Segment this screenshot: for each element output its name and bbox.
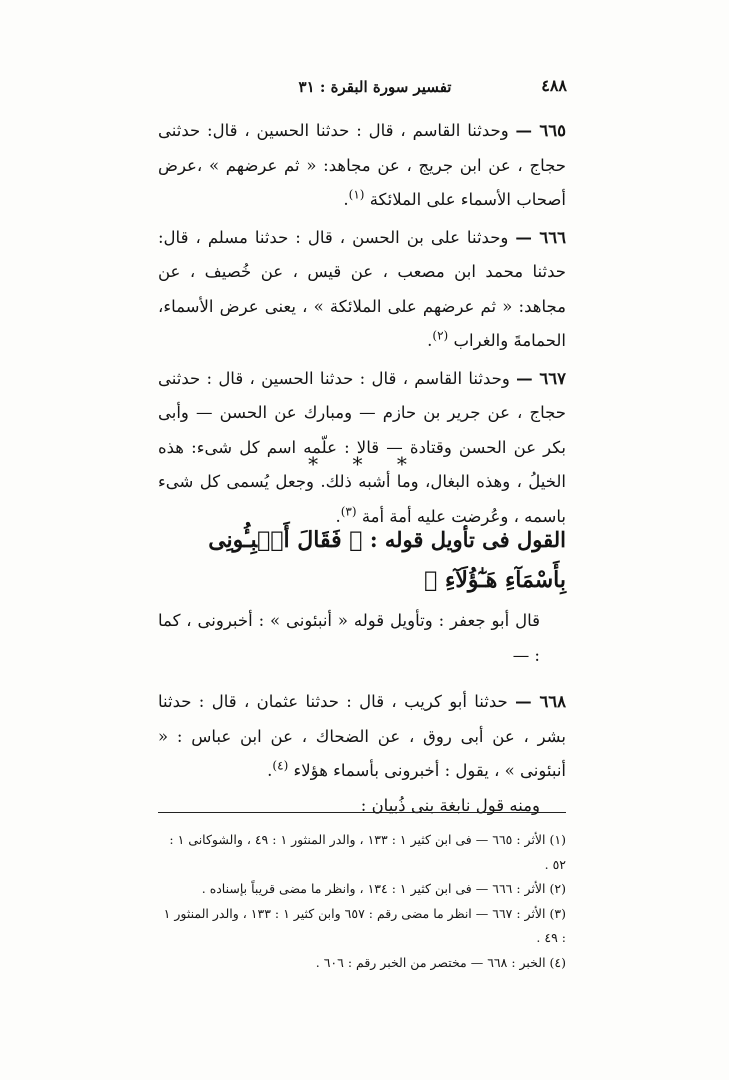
- hadith-end: .: [267, 761, 273, 780]
- footnote-ref: (١): [348, 187, 365, 202]
- heading-prefix: القول فى تأويل قوله :: [369, 527, 566, 552]
- footnote: (٤) الخبر : ٦٦٨ — مختصر من الخبر رقم : ٦٠٦ .: [315, 954, 566, 970]
- footnote-ref: (٢): [432, 328, 449, 343]
- hadith-text: حدثنا أبو كريب ، قال : حدثنا عثمان ، قال : حدثنا بشر ، عن أبى روق ، عن الضحاك ، عن ابن عباس : « أنبئونى » ، يقول : أخبرونى بأسماء هؤلاء: [158, 692, 566, 780]
- hadith-number: ٦٦٧ —: [516, 368, 566, 388]
- hadith-665: [158, 114, 566, 218]
- hadith-end: .: [343, 190, 349, 209]
- hadith-number: ٦٦٥ —: [515, 121, 566, 140]
- footnote: (٢) الأثر : ٦٦٦ — فى ابن كثير ١ : ١٣٤ ، وانظر ما مضى قريباً بإسناده .: [201, 881, 566, 896]
- hadith-end: .: [335, 506, 341, 526]
- hadith-text: وحدثنا على بن الحسن ، قال : حدثنا مسلم ، قال: حدثنا محمد ابن مصعب ، عن قيس ، عن خُصيف ، عن مجاهد: « ثم عرضهم على الملائكة » ، يعنى عرض الأسماء، الحمامةَ والغراب: [158, 227, 566, 350]
- hadith-end: .: [427, 331, 433, 350]
- footnotes: [156, 828, 566, 975]
- commentary-block: [158, 604, 566, 823]
- footnote-ref: (٣): [340, 504, 357, 518]
- hadith-text: وحدثنا القاسم ، قال : حدثنا الحسين ، قال: حدثنى حجاج ، عن ابن جريج ، عن مجاهد: « ثم عرضهم » ،عرض أصحاب الأسماء على الملائكة: [158, 121, 566, 209]
- footnote: (٣) الأثر : ٦٦٧ — انظر ما مضى رقم : ٦٥٧ وابن كثير ١ : ١٣٣ ، والدر المنثور ١ : ٤٩ .: [163, 905, 566, 945]
- running-title: تفسير سورة البقرة : ٣١: [298, 78, 452, 96]
- footnote-ref: (٤): [272, 758, 289, 773]
- hadith-666: [158, 221, 566, 359]
- hadith-668: [158, 685, 566, 789]
- hadith-number: ٦٦٦ —: [515, 227, 566, 247]
- hadith-number: ٦٦٨ —: [515, 692, 567, 711]
- section-separator: * * *: [308, 452, 421, 476]
- hadith-text: وحدثنا القاسم ، قال : حدثنا الحسين ، قال : حدثنى حجاج ، عن جرير بن حازم — ومبارك عن الحسن — وأبى بكر عن الحسن وقتادة — قالا : علّمه اسم كل شىء: هذه الخيلُ ، وهذه البغال، وما أشبه ذلك. وجعل يُسمى كل شىء باسمه ، وعُرضت عليه أمة أمة: [158, 368, 566, 526]
- poet-intro: ومنه قول نابغة بنى ذُبيان :: [360, 795, 540, 815]
- quran-quote: ﴿ فَقَالَ أَنۢبِـُٔونِى بِأَسْمَآءِ هَـٰٓؤُلَآءِ ﴾: [208, 527, 566, 593]
- page-number: ٤٨٨: [541, 76, 567, 95]
- section-intro: قال أبو جعفر : وتأويل قوله « أنبئونى » : أخبرونى ، كما : —: [158, 611, 540, 665]
- hadith-667: [158, 362, 566, 535]
- section-heading: [158, 520, 566, 600]
- footnote-divider: [158, 812, 566, 813]
- footnote: (١) الأثر : ٦٦٥ — فى ابن كثير ١ : ١٣٣ ، والدر المنثور ١ : ٤٩ ، والشوكانى ١ : ٥٢ .: [169, 832, 566, 872]
